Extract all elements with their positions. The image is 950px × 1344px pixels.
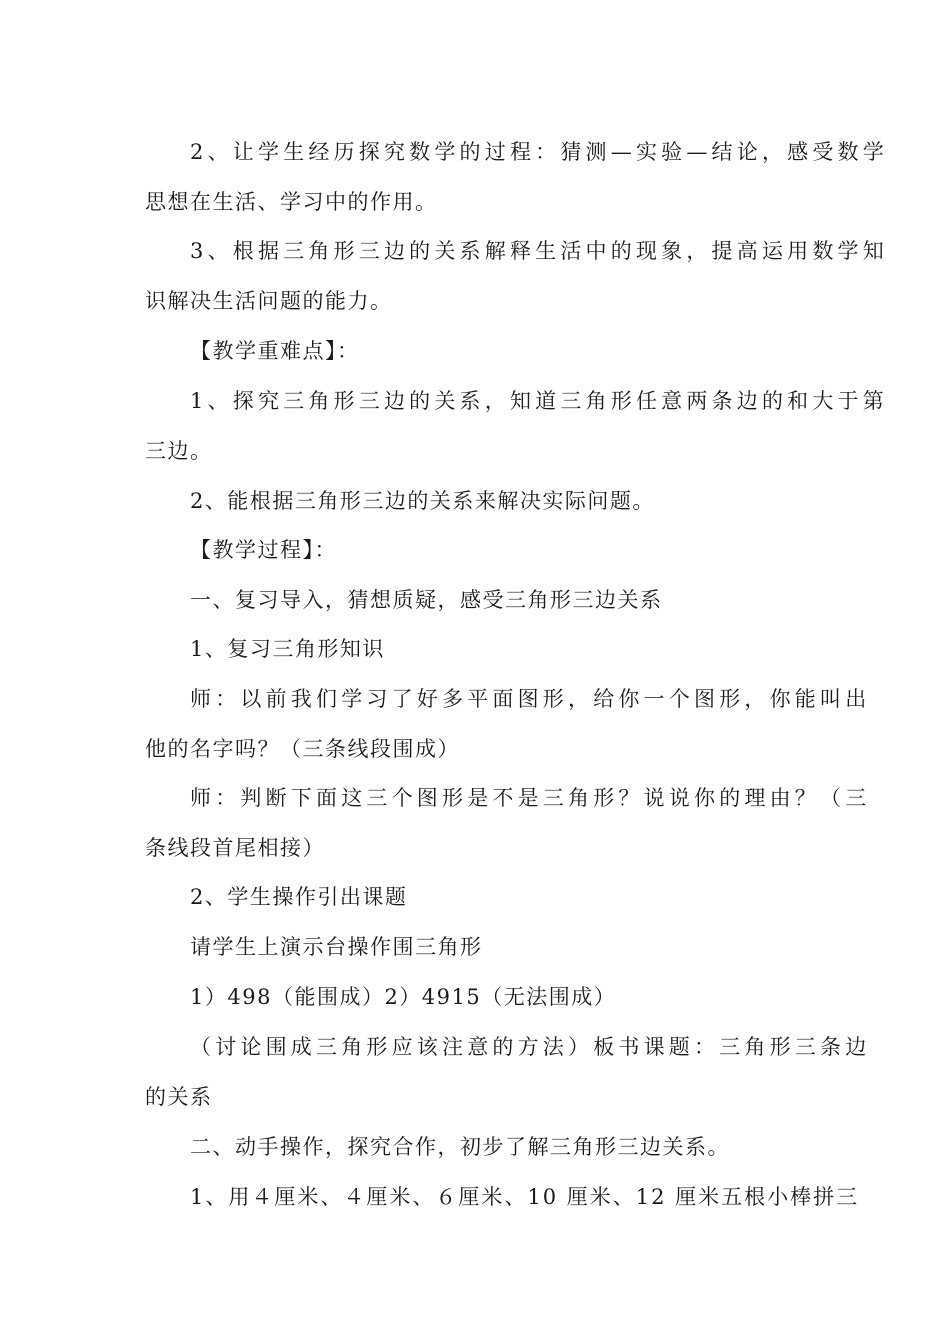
subheading-1: 1、复习三角形知识	[190, 637, 385, 661]
paragraph-teacher-2-line-1: 师：判断下面这三个图形是不是三角形？说说你的理由？（三	[190, 786, 871, 810]
heading-teaching-process: 【教学过程】：	[190, 538, 337, 562]
paragraph-discussion-line-2: 的关系	[145, 1085, 213, 1109]
paragraph-goal-2-line-2: 思想在生活、学习中的作用。	[145, 190, 438, 214]
paragraph-activity-line-1: 1、用４厘米、４厘米、６厘米、10 厘米、12 厘米五根小棒拼三	[190, 1185, 860, 1209]
paragraph-key-2: 2、能根据三角形三边的关系来解决实际问题。	[190, 489, 655, 513]
paragraph-key-1-line-2: 三边。	[145, 439, 213, 463]
paragraph-teacher-1-line-1: 师：以前我们学习了好多平面图形，给你一个图形，你能叫出	[190, 687, 871, 711]
heading-key-points: 【教学重难点】：	[190, 339, 360, 363]
section-heading-1: 一、复习导入，猜想质疑，感受三角形三边关系	[190, 588, 663, 612]
paragraph-goal-3-line-2: 识解决生活问题的能力。	[145, 289, 393, 313]
paragraph-key-1-line-1: 1、探究三角形三边的关系，知道三角形任意两条边的和大于第	[190, 389, 888, 413]
paragraph-teacher-1-line-2: 他的名字吗？（三条线段围成）	[145, 737, 460, 761]
paragraph-examples: 1）498（能围成）2）4915（无法围成）	[190, 985, 617, 1009]
paragraph-goal-2-line-1: 2、让学生经历探究数学的过程：猜测—实验—结论，感受数学	[190, 140, 888, 164]
section-heading-2: 二、动手操作，探究合作，初步了解三角形三边关系。	[190, 1135, 730, 1159]
subheading-2: 2、学生操作引出课题	[190, 885, 408, 909]
paragraph-demo: 请学生上演示台操作围三角形	[190, 935, 483, 959]
paragraph-discussion-line-1: （讨论围成三角形应该注意的方法）板书课题：三角形三条边	[190, 1035, 871, 1059]
paragraph-goal-3-line-1: 3、根据三角形三边的关系解释生活中的现象，提高运用数学知	[190, 239, 888, 263]
paragraph-teacher-2-line-2: 条线段首尾相接）	[145, 836, 325, 860]
